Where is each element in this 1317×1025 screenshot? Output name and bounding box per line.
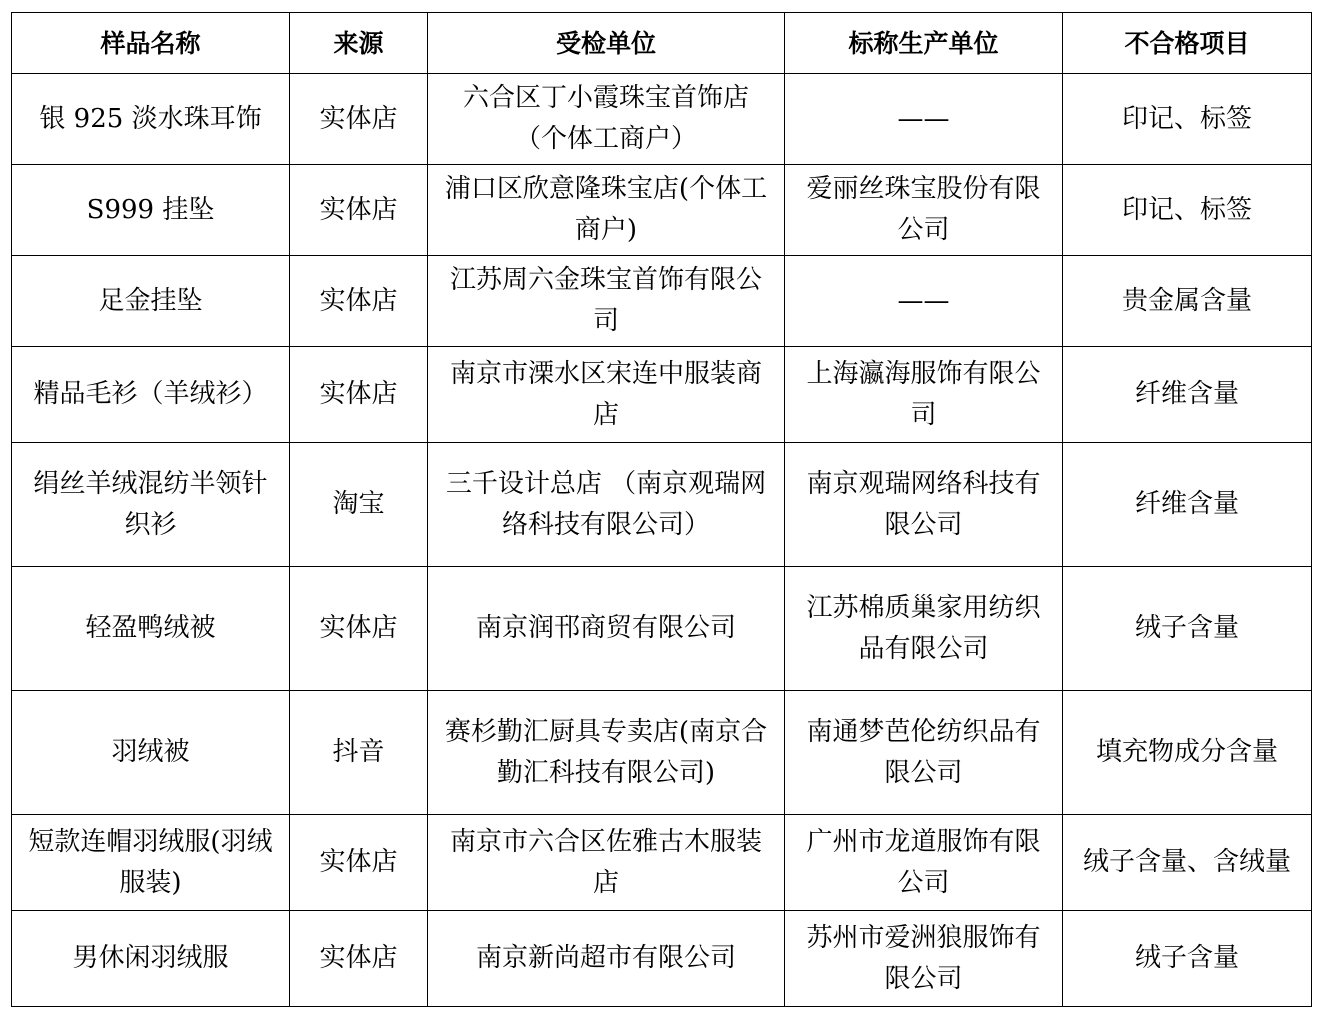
cell-inspected-unit: 三千设计总店 （南京观瑞网络科技有限公司） xyxy=(428,443,785,567)
cell-claimed-manufacturer: —— xyxy=(785,256,1063,347)
table-row xyxy=(12,691,1312,815)
header-failed-items: 不合格项目 xyxy=(1063,13,1312,74)
cell-failed-items: 绒子含量、含绒量 xyxy=(1063,815,1312,911)
cell-sample-name: 短款连帽羽绒服(羽绒服装) xyxy=(12,815,290,911)
cell-source: 实体店 xyxy=(290,74,428,165)
table-row xyxy=(12,165,1312,256)
table-row xyxy=(12,74,1312,165)
inspection-table-container xyxy=(11,12,1312,1007)
inspection-results-table xyxy=(11,12,1312,1007)
table-row xyxy=(12,567,1312,691)
table-row xyxy=(12,911,1312,1007)
cell-claimed-manufacturer: 广州市龙道服饰有限公司 xyxy=(785,815,1063,911)
cell-sample-name: 轻盈鸭绒被 xyxy=(12,567,290,691)
cell-claimed-manufacturer: 爱丽丝珠宝股份有限公司 xyxy=(785,165,1063,256)
cell-inspected-unit: 六合区丁小霞珠宝首饰店（个体工商户） xyxy=(428,74,785,165)
cell-failed-items: 纤维含量 xyxy=(1063,347,1312,443)
cell-sample-name: 羽绒被 xyxy=(12,691,290,815)
cell-sample-name: 男休闲羽绒服 xyxy=(12,911,290,1007)
cell-inspected-unit: 南京新尚超市有限公司 xyxy=(428,911,785,1007)
cell-sample-name: 银 925 淡水珠耳饰 xyxy=(12,74,290,165)
cell-source: 实体店 xyxy=(290,347,428,443)
cell-source: 淘宝 xyxy=(290,443,428,567)
cell-inspected-unit: 赛杉勤汇厨具专卖店(南京合勤汇科技有限公司) xyxy=(428,691,785,815)
header-inspected-unit: 受检单位 xyxy=(428,13,785,74)
table-row xyxy=(12,347,1312,443)
cell-source: 实体店 xyxy=(290,911,428,1007)
cell-claimed-manufacturer: 苏州市爱洲狼服饰有限公司 xyxy=(785,911,1063,1007)
cell-source: 实体店 xyxy=(290,256,428,347)
header-source: 来源 xyxy=(290,13,428,74)
table-row xyxy=(12,256,1312,347)
cell-inspected-unit: 南京市溧水区宋连中服装商店 xyxy=(428,347,785,443)
cell-source: 抖音 xyxy=(290,691,428,815)
header-sample-name: 样品名称 xyxy=(12,13,290,74)
cell-source: 实体店 xyxy=(290,815,428,911)
table-row xyxy=(12,443,1312,567)
cell-source: 实体店 xyxy=(290,165,428,256)
cell-claimed-manufacturer: 江苏棉质巢家用纺织品有限公司 xyxy=(785,567,1063,691)
cell-failed-items: 绒子含量 xyxy=(1063,567,1312,691)
cell-sample-name: 绢丝羊绒混纺半领针织衫 xyxy=(12,443,290,567)
table-row xyxy=(12,815,1312,911)
cell-failed-items: 印记、标签 xyxy=(1063,165,1312,256)
cell-failed-items: 印记、标签 xyxy=(1063,74,1312,165)
cell-inspected-unit: 浦口区欣意隆珠宝店(个体工商户) xyxy=(428,165,785,256)
cell-source: 实体店 xyxy=(290,567,428,691)
cell-inspected-unit: 南京市六合区佐雅古木服装店 xyxy=(428,815,785,911)
cell-claimed-manufacturer: 南京观瑞网络科技有限公司 xyxy=(785,443,1063,567)
cell-sample-name: 精品毛衫（羊绒衫） xyxy=(12,347,290,443)
cell-sample-name: 足金挂坠 xyxy=(12,256,290,347)
cell-failed-items: 绒子含量 xyxy=(1063,911,1312,1007)
header-claimed-manufacturer: 标称生产单位 xyxy=(785,13,1063,74)
cell-claimed-manufacturer: —— xyxy=(785,74,1063,165)
cell-claimed-manufacturer: 上海瀛海服饰有限公司 xyxy=(785,347,1063,443)
cell-sample-name: S999 挂坠 xyxy=(12,165,290,256)
cell-inspected-unit: 南京润邗商贸有限公司 xyxy=(428,567,785,691)
cell-claimed-manufacturer: 南通梦芭伦纺织品有限公司 xyxy=(785,691,1063,815)
cell-failed-items: 填充物成分含量 xyxy=(1063,691,1312,815)
cell-failed-items: 贵金属含量 xyxy=(1063,256,1312,347)
cell-inspected-unit: 江苏周六金珠宝首饰有限公司 xyxy=(428,256,785,347)
cell-failed-items: 纤维含量 xyxy=(1063,443,1312,567)
table-header-row xyxy=(12,13,1312,74)
